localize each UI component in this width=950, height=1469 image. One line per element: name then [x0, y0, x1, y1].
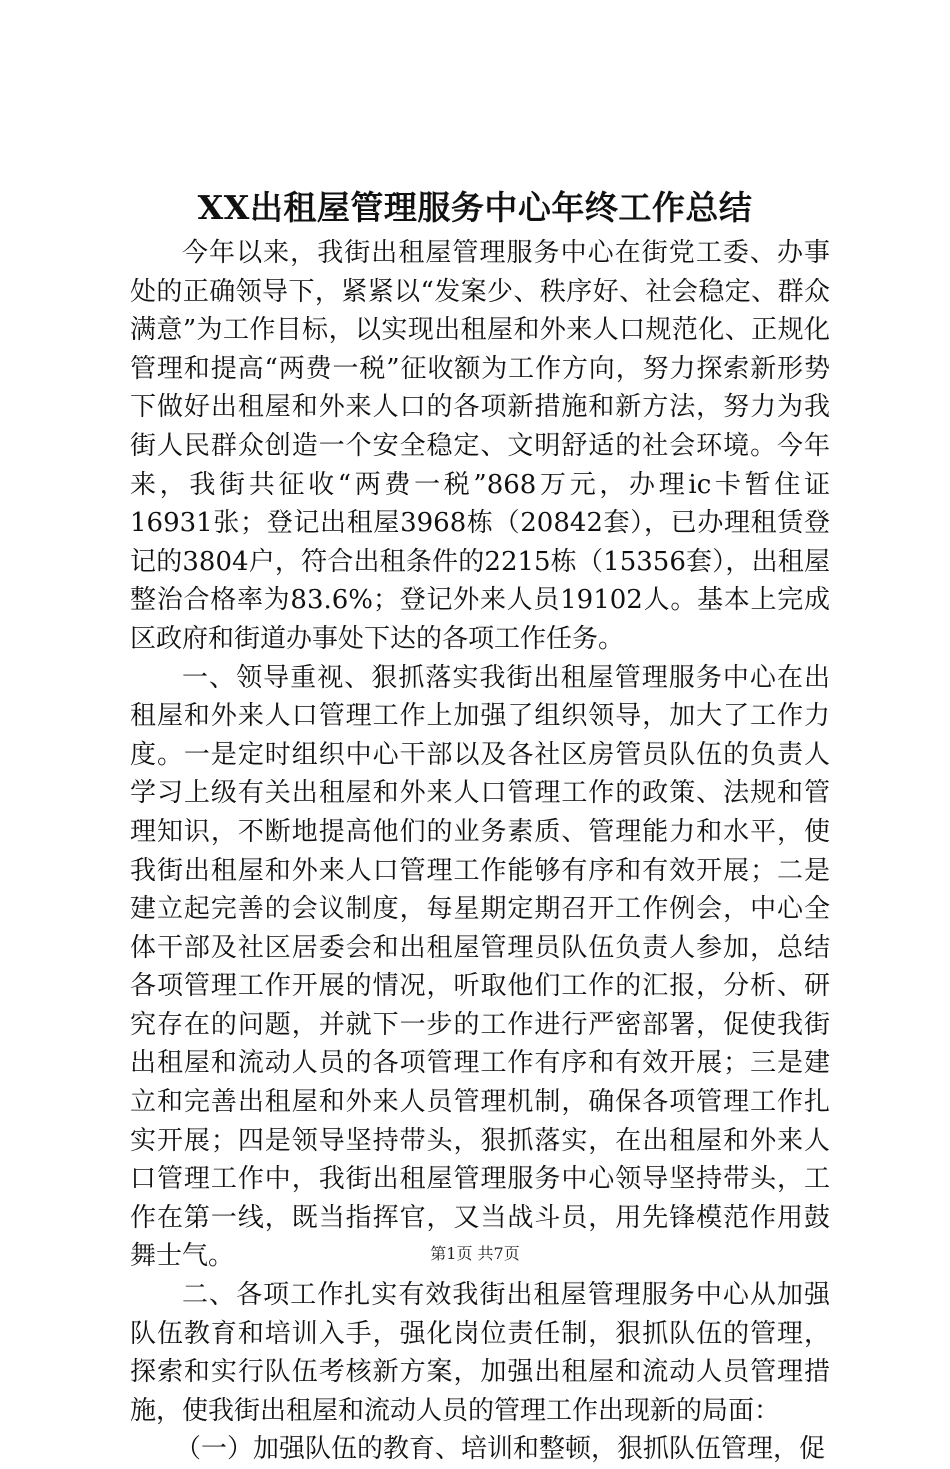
page-footer: 第1页 共7页: [430, 1244, 520, 1263]
paragraph-intro: 今年以来，我街出租屋管理服务中心在街党工委、办事处的正确领导下，紧紧以“发案少、秩序好、社会稳定、群众满意”为工作目标，以实现出租屋和外来人口规范化、正规化管理和提高“两费一税”征收额为工作方向，努力探索新形势下做好出租屋和外来人口的各项新措施和新方法，努力为我街人民群众创造一个安全稳定、文明舒适的社会环境。今年来，我街共征收“两费一税”868万元，办理ic卡暂住证16931张；登记出租屋3968栋（20842套），已办理租赁登记的3804户，符合出租条件的2215栋（15356套），出租屋整治合格率为83.6%；登记外来人员19102人。基本上完成区政府和街道办事处下达的各项工作任务。: [130, 238, 830, 654]
paragraph-section-1: 一、领导重视、狠抓落实我街出租屋管理服务中心在出租屋和外来人口管理工作上加强了组织领导，加大了工作力度。一是定时组织中心干部以及各社区房管员队伍的负责人学习上级有关出租屋和外来人口管理工作的政策、法规和管理知识，不断地提高他们的业务素质、管理能力和水平，使我街出租屋和外来人口管理工作能够有序和有效开展；二是建立起完善的会议制度，每星期定期召开工作例会，中心全体干部及社区居委会和出租屋管理员队伍负责人参加，总结各项管理工作开展的情况，听取他们工作的汇报，分析、研究存在的问题，并就下一步的工作进行严密部署，促使我街出租屋和流动人员的各项管理工作有序和有效开展；三是建立和完善出租屋和外来人员管理机制，确保各项管理工作扎实开展；四是领导坚持带头，狠抓落实，在出租屋和外来人口管理工作中，我街出租屋管理服务中心领导坚持带头，工作在第一线，既当指挥官，又当战斗员，用先锋模范作用鼓舞士气。: [130, 662, 830, 1272]
document-title: XX出租屋管理服务中心年终工作总结: [197, 188, 753, 227]
paragraph-section-2: 二、各项工作扎实有效我街出租屋管理服务中心从加强队伍教育和培训入手，强化岗位责任制，狠抓队伍的管理，探索和实行队伍考核新方案，加强出租屋和流动人员管理措施，使我街出租屋和流动人员的管理工作出现新的局面：: [130, 1280, 830, 1426]
document-body: [130, 234, 830, 1469]
paragraph-subsection-1: （一）加强队伍的教育、培训和整顿，狠抓队伍管理，促: [175, 1434, 826, 1465]
